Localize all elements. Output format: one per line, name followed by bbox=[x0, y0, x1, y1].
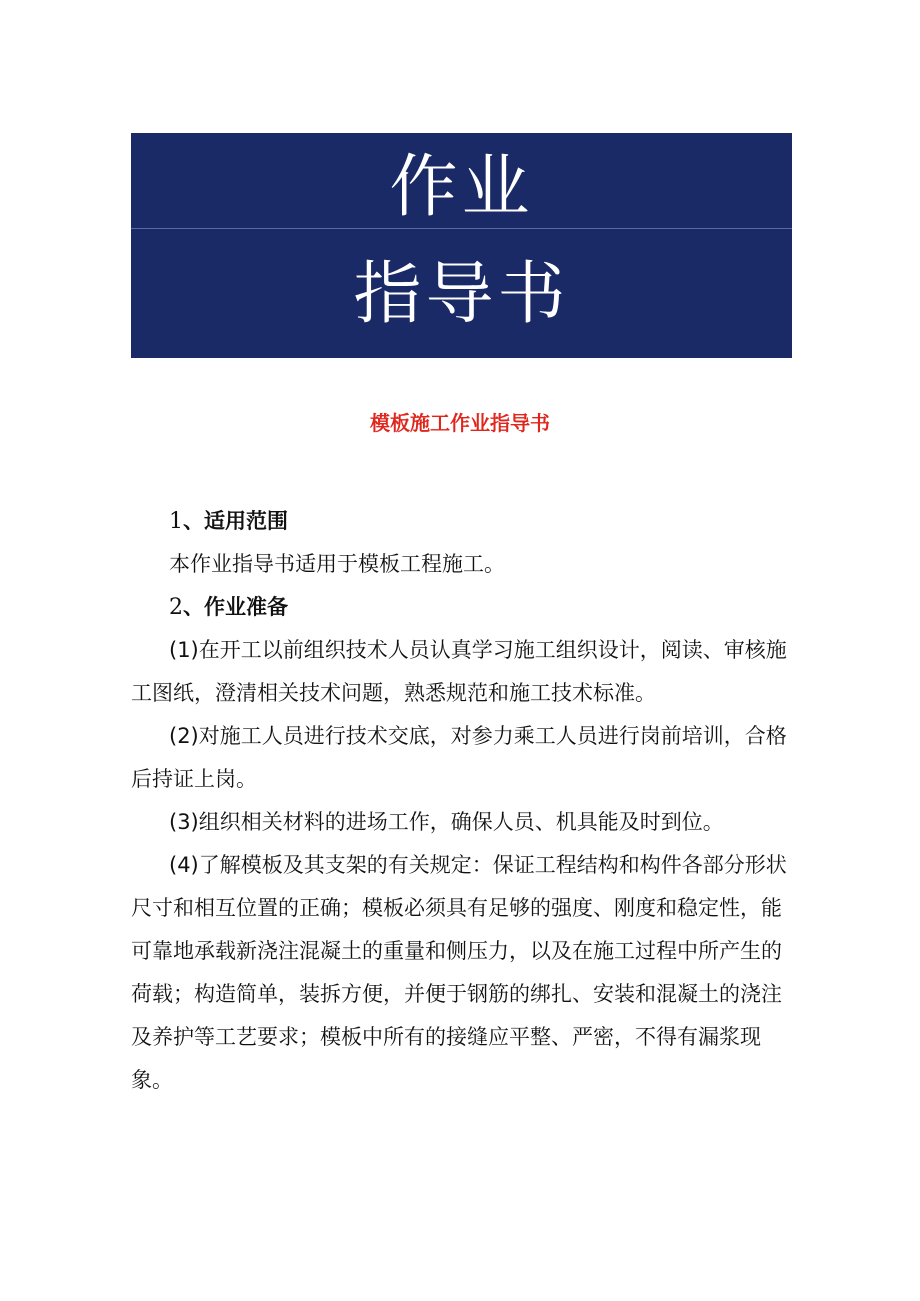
cover-banner bbox=[131, 133, 792, 358]
section-1-title: 、适用范围 bbox=[183, 509, 288, 533]
section-2-item-2: (2)对施工人员进行技术交底，对参力乘工人员进行岗前培训，合格后持证上岗。 bbox=[131, 724, 787, 791]
section-1-heading bbox=[131, 500, 801, 543]
section-2-item-3: (3)组织相关材料的进场工作，确保人员、机具能及时到位。 bbox=[169, 810, 724, 834]
section-2-title: 、作业准备 bbox=[183, 595, 288, 619]
section-1-number: 1 bbox=[169, 509, 183, 534]
section-2-heading bbox=[131, 586, 801, 629]
section-2-item-1: (1)在开工以前组织技术人员认真学习施工组织设计，阅读、审核施工图纸，澄清相关技术问题，熟悉规范和施工技术标准。 bbox=[131, 638, 787, 705]
banner-divider bbox=[131, 228, 792, 229]
section-2-number: 2 bbox=[169, 595, 183, 620]
document-title: 模板施工作业指导书 bbox=[370, 411, 550, 435]
section-2-item-4: (4)了解模板及其支架的有关规定：保证工程结构和构件各部分形状尺寸和相互位置的正确；模板必须具有足够的强度、刚度和稳定性，能可靠地承载新浇注混凝土的重量和侧压力，以及在施工过程中所产生的荷载；构造简单，装拆方便，并便于钢筋的绑扎、安装和混凝土的浇注及养护等工艺要求；模板中所有的接缝应平整、严密，不得有漏浆现象。 bbox=[131, 853, 787, 1092]
document-body bbox=[131, 500, 801, 1102]
banner-title-line-2: 指导书 bbox=[353, 255, 570, 334]
section-1-text: 本作业指导书适用于模板工程施工。 bbox=[169, 552, 505, 576]
banner-title-line-1: 作业 bbox=[389, 148, 534, 227]
